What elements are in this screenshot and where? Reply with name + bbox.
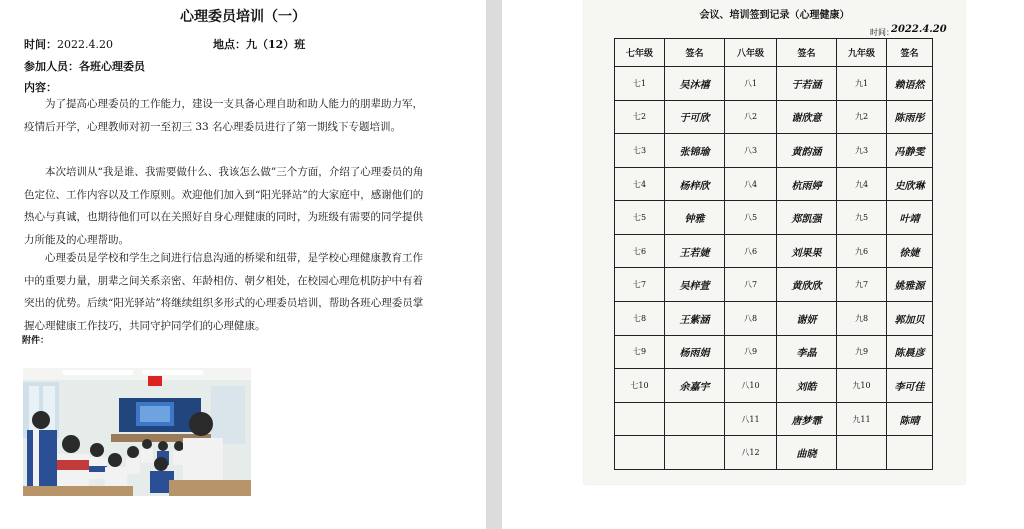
class-cell: 七1 — [615, 67, 665, 101]
signature-cell: 史欣琳 — [887, 167, 933, 201]
signature-cell: 杨梓欣 — [665, 167, 725, 201]
time-label: 时间： — [24, 38, 57, 51]
time-row — [24, 36, 113, 52]
class-cell: 八11 — [725, 402, 777, 436]
table-row — [615, 402, 933, 436]
signature-cell: 吴沐禧 — [665, 67, 725, 101]
report-page — [0, 0, 486, 529]
signature-cell: 张锦瑜 — [665, 134, 725, 168]
table-header-row — [615, 39, 933, 67]
signature-cell: 曲晓 — [777, 436, 837, 470]
time-value: 2022.4.20 — [57, 38, 113, 51]
class-cell: 七3 — [615, 134, 665, 168]
signature-cell: 徐婕 — [887, 234, 933, 268]
table-row — [615, 201, 933, 235]
signin-date-label: 时间： — [870, 28, 894, 37]
signature-cell: 李晶 — [777, 335, 837, 369]
table-row — [615, 234, 933, 268]
class-cell: 九10 — [837, 369, 887, 403]
signature-cell: 赖语然 — [887, 67, 933, 101]
table-row — [615, 268, 933, 302]
signature-cell: 刘果果 — [777, 234, 837, 268]
signature-cell: 杨雨娟 — [665, 335, 725, 369]
class-cell: 八12 — [725, 436, 777, 470]
signature-cell: 陈雨彤 — [887, 100, 933, 134]
class-cell: 八6 — [725, 234, 777, 268]
signature-cell: 王紫涵 — [665, 302, 725, 336]
signature-cell: 黄欣欣 — [777, 268, 837, 302]
content-label: 内容： — [24, 81, 57, 94]
signature-cell: 冯静雯 — [887, 134, 933, 168]
signature-cell: 陈晴 — [887, 402, 933, 436]
class-cell: 七6 — [615, 234, 665, 268]
header-grade7: 七年级 — [615, 39, 665, 67]
signature-cell: 谢欣意 — [777, 100, 837, 134]
signature-cell: 李可佳 — [887, 369, 933, 403]
header-grade9: 九年级 — [837, 39, 887, 67]
signature-cell: 唐梦霏 — [777, 402, 837, 436]
header-sign: 签名 — [665, 39, 725, 67]
class-cell: 九7 — [837, 268, 887, 302]
table-row — [615, 134, 933, 168]
report-title: 心理委员培训（一） — [180, 9, 306, 25]
class-cell: 九1 — [837, 67, 887, 101]
signature-cell — [665, 402, 725, 436]
table-row — [615, 100, 933, 134]
class-cell — [837, 436, 887, 470]
signature-cell: 叶靖 — [887, 201, 933, 235]
table-row — [615, 167, 933, 201]
training-photo — [23, 368, 251, 496]
class-cell: 八7 — [725, 268, 777, 302]
signin-table — [614, 38, 933, 470]
table-row — [615, 302, 933, 336]
class-cell: 七8 — [615, 302, 665, 336]
attendees-label: 参加人员： — [24, 60, 79, 73]
class-cell: 八4 — [725, 167, 777, 201]
header-sign: 签名 — [887, 39, 933, 67]
signature-cell: 郑凯强 — [777, 201, 837, 235]
paragraph-2: 本次培训从“我是谁、我需要做什么、我该怎么做”三个方面，介绍了心理委员的角色定位、工作内容以及工作原则。欢迎他们加入到“阳光驿站”的大家庭中，感谢他们的热心与真诚，也期待他们可以在关照好自身心理健康的同时，为班级有需要的同学提供力所能及的心理帮助。 — [24, 166, 424, 246]
table-row — [615, 436, 933, 470]
signature-cell: 钟雅 — [665, 201, 725, 235]
class-cell: 七5 — [615, 201, 665, 235]
table-row — [615, 67, 933, 101]
class-cell: 七7 — [615, 268, 665, 302]
signature-cell — [665, 436, 725, 470]
signature-cell: 郭加贝 — [887, 302, 933, 336]
class-cell: 八8 — [725, 302, 777, 336]
class-cell: 七2 — [615, 100, 665, 134]
class-cell: 九5 — [837, 201, 887, 235]
place-row — [213, 36, 305, 52]
signature-cell: 吴梓萱 — [665, 268, 725, 302]
signature-cell: 刘皓 — [777, 369, 837, 403]
class-cell: 九2 — [837, 100, 887, 134]
signature-cell: 于若涵 — [777, 67, 837, 101]
table-row — [615, 335, 933, 369]
class-cell — [615, 436, 665, 470]
signature-cell: 黄韵涵 — [777, 134, 837, 168]
classroom-illustration — [23, 368, 251, 496]
header-sign: 签名 — [777, 39, 837, 67]
signature-cell: 杭雨婷 — [777, 167, 837, 201]
signature-cell: 余嘉宇 — [665, 369, 725, 403]
class-cell: 七9 — [615, 335, 665, 369]
class-cell: 七4 — [615, 167, 665, 201]
class-cell: 八10 — [725, 369, 777, 403]
signature-cell: 王若婕 — [665, 234, 725, 268]
class-cell: 九4 — [837, 167, 887, 201]
table-row — [615, 369, 933, 403]
signature-cell: 于可欣 — [665, 100, 725, 134]
signin-date-value: 2022.4.20 — [891, 24, 947, 35]
signature-cell: 姚雅源 — [887, 268, 933, 302]
class-cell: 八2 — [725, 100, 777, 134]
place-label: 地点： — [213, 38, 246, 51]
header-grade8: 八年级 — [725, 39, 777, 67]
signature-cell: 陈晨彦 — [887, 335, 933, 369]
signature-cell — [887, 436, 933, 470]
page-divider — [486, 0, 502, 529]
attachment-label: 附件： — [22, 336, 50, 346]
paragraph-3: 心理委员是学校和学生之间进行信息沟通的桥梁和纽带，是学校心理健康教育工作中的重要力量，朋辈之间关系亲密、年龄相仿、朝夕相处，在校园心理危机防护中有着突出的优势。后续“阳光驿站”将继续组织多形式的心理委员培训，帮助各班心理委员掌握心理健康工作技巧，共同守护同学们的心理健康。 — [24, 252, 424, 332]
class-cell: 七10 — [615, 369, 665, 403]
class-cell: 九9 — [837, 335, 887, 369]
paragraph-1: 为了提高心理委员的工作能力，建设一支具备心理自助和助人能力的朋辈助力军，疫情后开学，心理教师对初一至初三 33 名心理委员进行了第一期线下专题培训。 — [24, 98, 423, 133]
signin-title: 会议、培训签到记录（心理健康） — [699, 10, 850, 21]
class-cell — [615, 402, 665, 436]
class-cell: 八9 — [725, 335, 777, 369]
class-cell: 九8 — [837, 302, 887, 336]
class-cell: 九6 — [837, 234, 887, 268]
signature-cell: 谢妍 — [777, 302, 837, 336]
class-cell: 八5 — [725, 201, 777, 235]
class-cell: 九11 — [837, 402, 887, 436]
class-cell: 八3 — [725, 134, 777, 168]
class-cell: 九3 — [837, 134, 887, 168]
place-value: 九（12）班 — [246, 38, 306, 51]
class-cell: 八1 — [725, 67, 777, 101]
attendees-value: 各班心理委员 — [79, 60, 145, 73]
attendees-row — [24, 58, 145, 74]
